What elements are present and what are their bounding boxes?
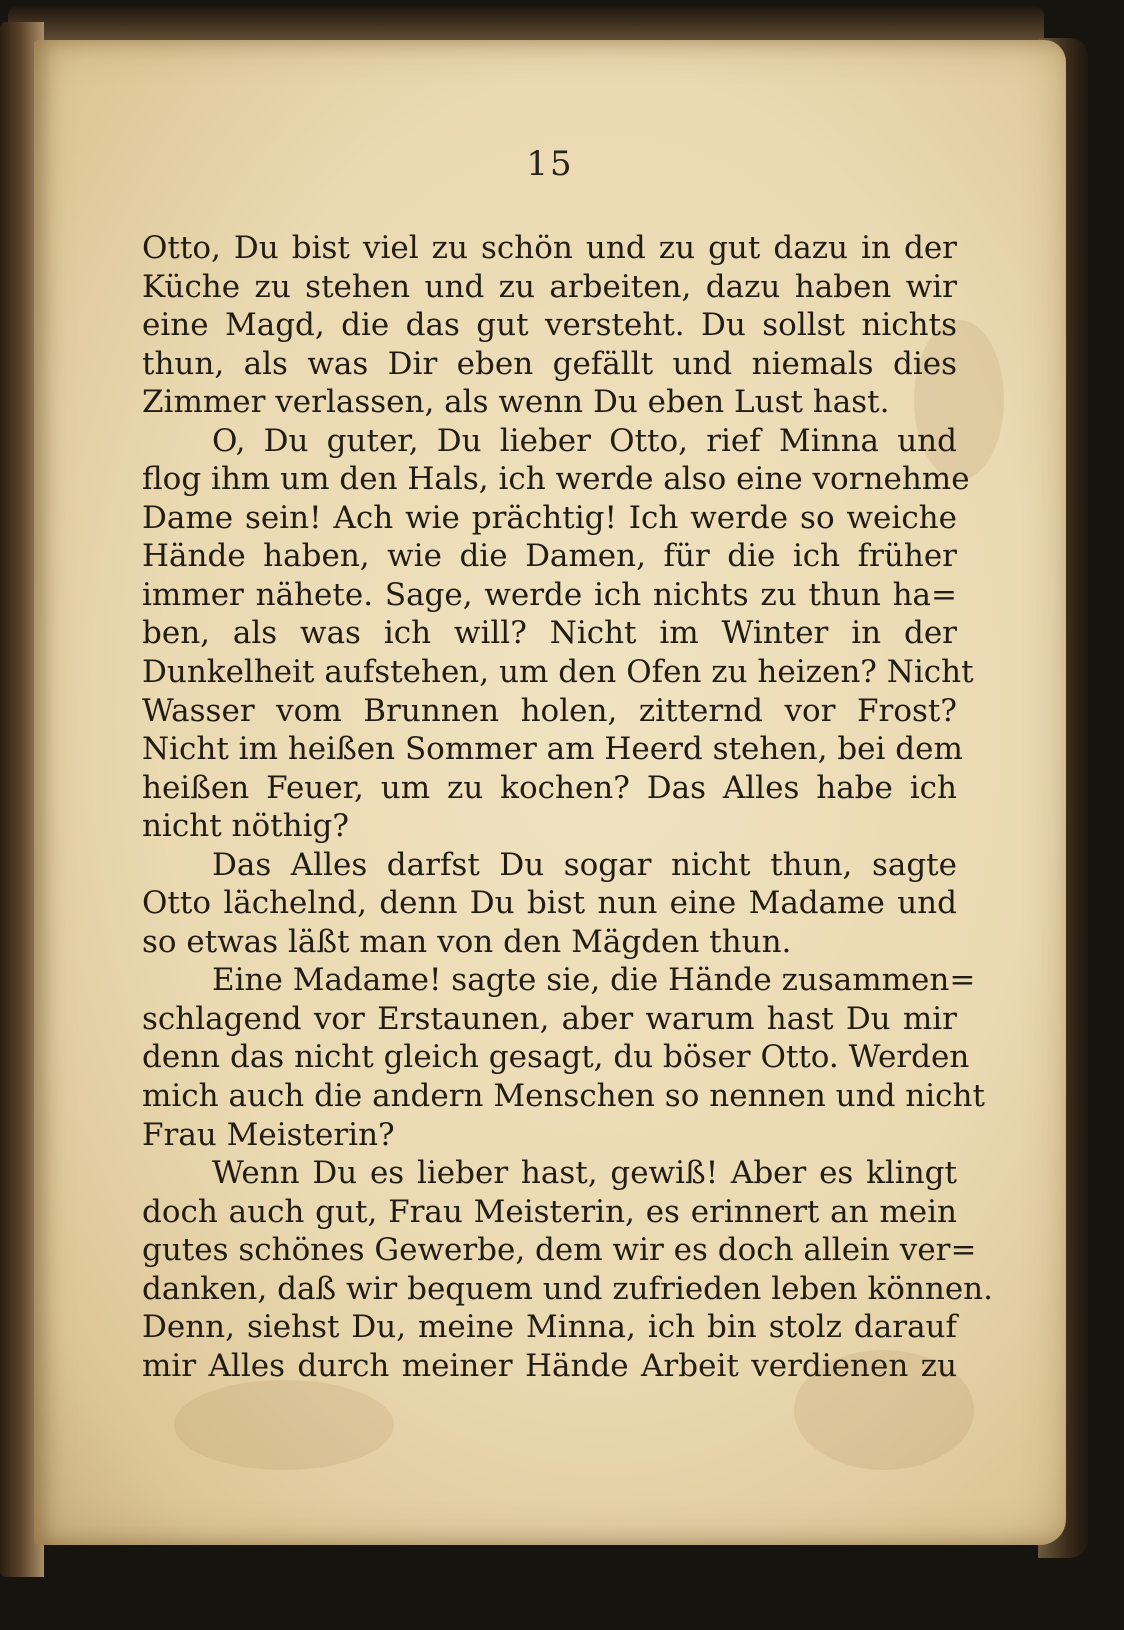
text-line: so etwas läßt man von den Mägden thun. xyxy=(142,923,792,960)
text-line: Dunkelheit aufstehen, um den Ofen zu heizen? Nicht xyxy=(142,654,974,691)
book-page xyxy=(34,40,1066,1545)
text-line: gutes schönes Gewerbe, dem wir es doch allein ver= xyxy=(142,1232,977,1269)
text-line: schlagend vor Erstaunen, aber warum hast Du mir xyxy=(142,1000,957,1037)
text-line: denn das nicht gleich gesagt, du böser Otto. Werden xyxy=(142,1039,970,1076)
text-line: Küche zu stehen und zu arbeiten, dazu haben wir xyxy=(142,268,957,305)
text-line: danken, daß wir bequem und zufrieden leben können. xyxy=(142,1270,994,1307)
text-line: ben, als was ich will? Nicht im Winter in der xyxy=(142,615,957,652)
text-line: immer nähete. Sage, werde ich nichts zu thun ha= xyxy=(142,576,957,613)
text-line: nicht nöthig? xyxy=(142,808,349,845)
text-line: Wasser vom Brunnen holen, zitternd vor Frost? xyxy=(142,692,957,729)
text-line: O, Du guter, Du lieber Otto, rief Minna und xyxy=(212,422,957,459)
text-line: eine Magd, die das gut versteht. Du sollst nichts xyxy=(142,307,957,344)
page-number: 15 xyxy=(526,144,574,184)
text-line: flog ihm um den Hals, ich werde also eine vornehme xyxy=(142,461,970,498)
text-line: mich auch die andern Menschen so nennen und nicht xyxy=(142,1078,985,1115)
text-line: thun, als was Dir eben gefällt und niemals dies xyxy=(142,345,957,382)
text-line: Das Alles darfst Du sogar nicht thun, sagte xyxy=(212,846,957,883)
text-line: Hände haben, wie die Damen, für die ich früher xyxy=(142,538,957,575)
text-line: Dame sein! Ach wie prächtig! Ich werde so weiche xyxy=(142,499,957,536)
page-body-text xyxy=(142,229,994,1385)
text-line: Zimmer verlassen, als wenn Du eben Lust hast. xyxy=(142,384,890,421)
text-line: Denn, siehst Du, meine Minna, ich bin stolz darauf xyxy=(142,1309,957,1346)
text-line: Otto, Du bist viel zu schön und zu gut dazu in der xyxy=(142,230,957,266)
text-line: Wenn Du es lieber hast, gewiß! Aber es klingt xyxy=(212,1155,957,1192)
text-line: mir Alles durch meiner Hände Arbeit verdienen zu xyxy=(142,1347,957,1384)
paper-stain xyxy=(174,1380,394,1470)
text-line: Eine Madame! sagte sie, die Hände zusammen= xyxy=(212,962,976,999)
text-line: doch auch gut, Frau Meisterin, es erinnert an mein xyxy=(142,1193,957,1230)
text-line: Frau Meisterin? xyxy=(142,1116,395,1153)
text-line: Otto lächelnd, denn Du bist nun eine Madame und xyxy=(142,885,957,922)
text-line: Nicht im heißen Sommer am Heerd stehen, bei dem xyxy=(142,731,963,768)
text-line: heißen Feuer, um zu kochen? Das Alles habe ich xyxy=(142,769,957,806)
